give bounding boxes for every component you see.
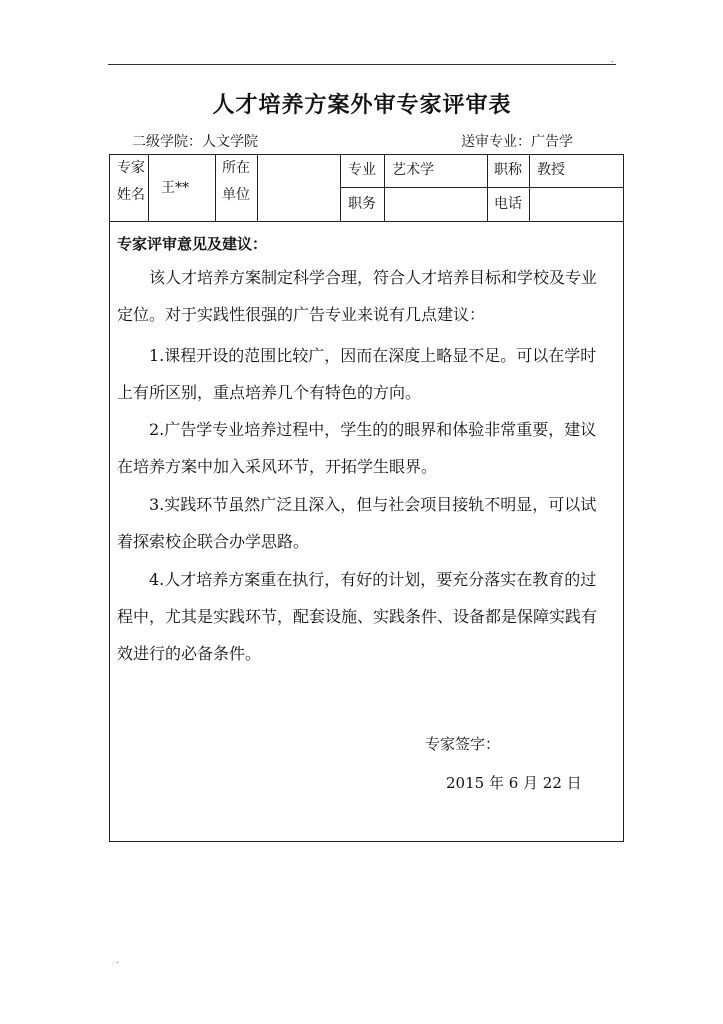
review-paragraph: 3.实践环节虽然广泛且深入，但与社会项目接轨不明显，可以试着探索校企联合办学思路。: [117, 495, 597, 551]
table-col-divider: [257, 154, 258, 221]
table-bottom-rule: [109, 221, 624, 222]
title-label: 职称: [494, 162, 522, 178]
review-heading: 专家评审意见及建议：: [117, 235, 268, 253]
table-col-divider: [384, 154, 385, 221]
table-mid-rule: [340, 187, 624, 188]
major-label: 送审专业：广告学: [461, 134, 573, 150]
expert-name-label: 专家 姓名: [117, 160, 145, 203]
specialty-label: 专业: [348, 162, 376, 178]
title-value: 教授: [537, 162, 565, 178]
expert-name-value: 王**: [161, 180, 189, 196]
table-col-divider: [529, 154, 530, 221]
unit-label: 所在 单位: [222, 160, 250, 203]
corner-mark: .: [611, 55, 614, 64]
signature-label: 专家签字：: [425, 735, 501, 753]
table-col-divider: [340, 154, 341, 221]
corner-mark-bottom: .: [116, 956, 119, 965]
review-paragraph: 1.课程开设的范围比较广，因而在深度上略显不足。可以在学时上有所区别，重点培养几个有特色的方向。: [117, 346, 597, 402]
header-rule: [108, 64, 616, 65]
review-paragraph: 4.人才培养方案重在执行，有好的计划，要充分落实在教育的过程中，尤其是实践环节，配套设施、实践条件、设备都是保障实践有效进行的必备条件。: [117, 570, 598, 663]
table-col-divider: [215, 154, 216, 221]
specialty-value: 艺术学: [392, 162, 434, 178]
table-col-divider: [487, 154, 488, 221]
page-title: 人才培养方案外审专家评审表: [212, 92, 512, 118]
phone-label: 电话: [494, 196, 522, 212]
review-paragraph: 该人才培养方案制定科学合理，符合人才培养目标和学校及专业定位。对于实践性很强的广告专业来说有几点建议：: [117, 268, 598, 324]
table-col-divider: [148, 154, 149, 221]
review-paragraph: 2.广告学专业培养过程中，学生的的眼界和体验非常重要，建议在培养方案中加入采风环节，开拓学生眼界。: [117, 420, 597, 476]
college-label: 二级学院：人文学院: [132, 134, 258, 150]
review-date: 2015 年 6 月 22 日: [446, 774, 582, 792]
position-label: 职务: [348, 196, 376, 212]
